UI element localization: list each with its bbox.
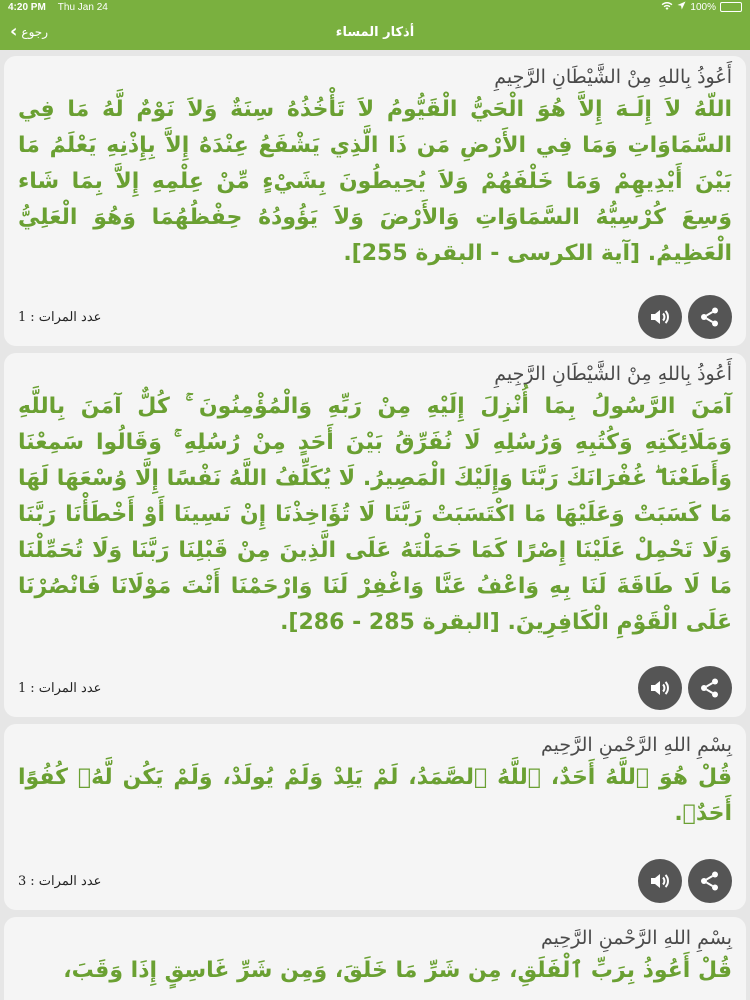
status-bar xyxy=(0,0,750,14)
count-label: عدد المرات : xyxy=(30,680,102,696)
speaker-icon xyxy=(648,869,672,893)
card-actions xyxy=(638,295,732,339)
card-text: اللّهُ لاَ إِلَـهَ إِلاَّ هُوَ الْحَيُّ الْقَيُّومُ لاَ تَأْخُذُهُ سِنَةٌ وَلاَ نَوْمٌ لَّهُ مَا فِي السَّمَاوَاتِ وَمَا فِي الأَرْضِ مَن ذَا الَّذِي يَشْفَعُ عِنْدَهُ إِلاَّ بِإِذْنِهِ يَعْلَمُ مَا بَيْنَ أَيْدِيهِمْ وَمَا خَلْفَهُمْ وَلاَ يُحِيطُونَ بِشَيْءٍ مِّنْ عِلْمِهِ إِلاَّ بِمَا شَاء وَسِعَ كُرْسِيُّهُ السَّمَاوَاتِ وَالأَرْضَ وَلاَ يَؤُودُهُ حِفْظُهُمَا وَهُوَ الْعَلِيُّ الْعَظِيمُ. [آية الكرسى - البقرة 255]. xyxy=(18,97,732,266)
speaker-icon xyxy=(648,676,672,700)
card-footer xyxy=(18,296,732,338)
battery-percent: 100% xyxy=(690,1,716,13)
share-icon xyxy=(698,305,722,329)
card-heading: بِسْمِ اللهِ الرَّحْمنِ الرَّحِيم xyxy=(541,927,732,949)
share-button[interactable] xyxy=(688,295,732,339)
share-icon xyxy=(698,869,722,893)
card-actions xyxy=(638,859,732,903)
zikr-card xyxy=(4,724,746,910)
card-heading: أَعُوذُ بِاللهِ مِنْ الشَّيْطَانِ الرَّجِيمِ xyxy=(494,66,732,88)
repeat-count xyxy=(18,681,101,696)
back-button[interactable] xyxy=(10,14,48,50)
audio-button[interactable] xyxy=(638,295,682,339)
card-heading: أَعُوذُ بِاللهِ مِنْ الشَّيْطَانِ الرَّجِيمِ xyxy=(494,363,732,385)
zikr-card xyxy=(4,353,746,717)
location-icon xyxy=(677,1,686,13)
audio-button[interactable] xyxy=(638,859,682,903)
repeat-count xyxy=(18,310,101,325)
count-value: 1 xyxy=(18,309,27,325)
count-label: عدد المرات : xyxy=(30,309,102,325)
status-right xyxy=(661,1,742,14)
status-date: Thu Jan 24 xyxy=(57,1,108,13)
repeat-count xyxy=(18,874,101,889)
battery-icon xyxy=(720,2,742,12)
card-text: آمَنَ الرَّسُولُ بِمَا أُنْزِلَ إِلَيْهِ مِنْ رَبِّهِ وَالْمُؤْمِنُونَ ۚ كُلٌّ آمَنَ بِاللَّهِ وَمَلَائِكَتِهِ وَكُتُبِهِ وَرُسُلِهِ لَا نُفَرِّقُ بَيْنَ أَحَدٍ مِنْ رُسُلِهِ ۚ وَقَالُوا سَمِعْنَا وَأَطَعْنَا ۖ غُفْرَانَكَ رَبَّنَا وَإِلَيْكَ الْمَصِيرُ. لَا يُكَلِّفُ اللَّهُ نَفْسًا إِلَّا وُسْعَهَا لَهَا مَا كَسَبَتْ وَعَلَيْهَا مَا اكْتَسَبَتْ رَبَّنَا لَا تُؤَاخِذْنَا إِنْ نَسِينَا أَوْ أَخْطَأْنَا رَبَّنَا وَلَا تَحْمِلْ عَلَيْنَا إِصْرًا كَمَا حَمَلْتَهُ عَلَى الَّذِينَ مِنْ قَبْلِنَا رَبَّنَا وَلَا تُحَمِّلْنَا مَا لَا طَاقَةَ لَنَا بِهِ وَاعْفُ عَنَّا وَاغْفِرْ لَنَا وَارْحَمْنَا أَنْتَ مَوْلَانَا فَانْصُرْنَا عَلَى الْقَوْمِ الْكَافِرِينَ. [البقرة 285 - 286]. xyxy=(18,394,732,635)
zikr-card xyxy=(4,56,746,346)
audio-button[interactable] xyxy=(638,666,682,710)
count-value: 1 xyxy=(18,680,27,696)
share-button[interactable] xyxy=(688,666,732,710)
nav-bar xyxy=(0,14,750,50)
card-footer xyxy=(18,667,732,709)
share-button[interactable] xyxy=(688,859,732,903)
zikr-card xyxy=(4,917,746,1000)
speaker-icon xyxy=(648,305,672,329)
count-label: عدد المرات : xyxy=(30,873,102,889)
page-title: أذكار المساء xyxy=(335,24,415,40)
card-footer xyxy=(18,860,732,902)
card-heading: بِسْمِ اللهِ الرَّحْمنِ الرَّحِيم xyxy=(541,734,732,756)
wifi-icon xyxy=(661,1,673,14)
azkar-list[interactable] xyxy=(0,50,750,1000)
card-text: قُلْ أَعُوذُ بِرَبِّ ٱلْفَلَقِ، مِن شَرِّ مَا خَلَقَ، وَمِن شَرِّ غَاسِقٍ إِذَا وَقَبَ، xyxy=(63,958,732,983)
count-value: 3 xyxy=(18,873,27,889)
status-time: 4:20 PM xyxy=(8,1,46,13)
card-text: قُلْ هُوَ ٱللَّهُ أَحَدٌ، ٱللَّهُ ٱلصَّمَدُ، لَمْ يَلِدْ وَلَمْ يُولَدْ، وَلَمْ يَكُن لَّهُۥ كُفُوًا أَحَدٌۢ. xyxy=(18,765,732,826)
card-actions xyxy=(638,666,732,710)
share-icon xyxy=(698,676,722,700)
back-label: رجوع xyxy=(21,25,48,39)
chevron-left-icon: ‹ xyxy=(10,21,18,42)
